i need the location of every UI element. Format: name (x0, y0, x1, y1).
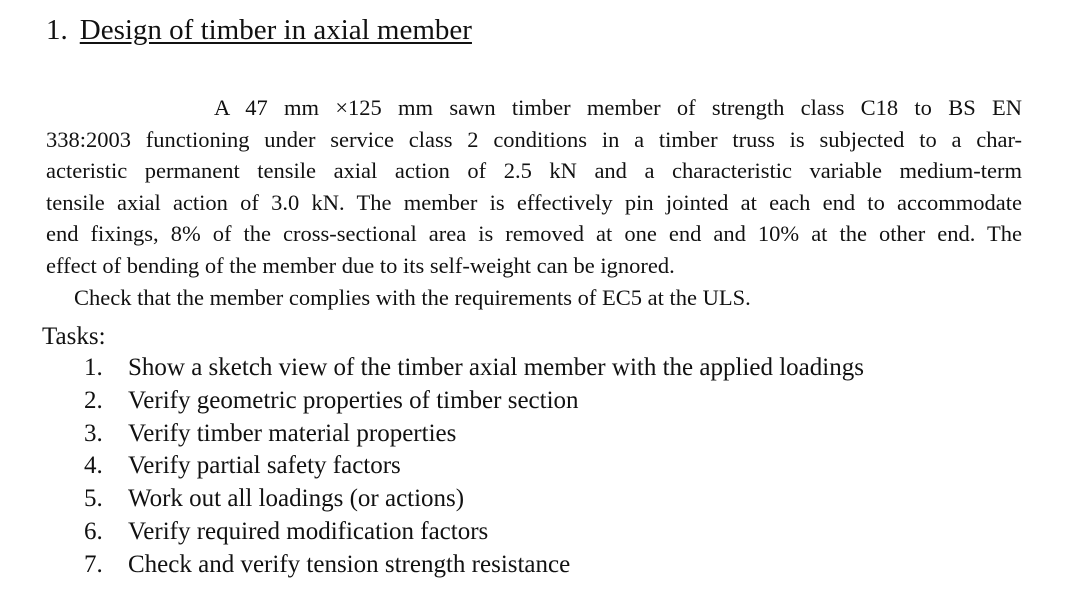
task-item (84, 483, 864, 516)
task-text: Verify required modification factors (128, 517, 489, 545)
task-item (84, 385, 864, 418)
section-heading (46, 10, 472, 50)
paragraph-line: 338:2003 functioning under service class 2 conditions in a timber truss is subjected to a char- (46, 126, 1022, 152)
task-text: Verify partial safety factors (128, 452, 401, 480)
task-item (84, 450, 864, 483)
paragraph-line: tensile axial action of 3.0 kN. The member is effectively pin jointed at each end to accommodate (46, 189, 1022, 215)
task-number: 7. (84, 550, 103, 578)
tasks-label: Tasks: (42, 323, 106, 350)
problem-paragraph (46, 92, 1022, 281)
task-list (84, 352, 864, 582)
task-text: Work out all loadings (or actions) (128, 485, 465, 513)
task-number: 4. (84, 452, 103, 480)
task-item (84, 516, 864, 549)
section-number: 1. (46, 14, 68, 46)
task-number: 3. (84, 419, 103, 447)
paragraph-line: effect of bending of the member due to its self-weight can be ignored. (46, 252, 675, 278)
task-number: 6. (84, 517, 103, 545)
task-item (84, 418, 864, 451)
section-title: Design of timber in axial member (79, 14, 472, 46)
check-statement: Check that the member complies with the requirements of EC5 at the ULS. (74, 285, 751, 310)
paragraph-line: A 47 mm ×125 mm sawn timber member of strength class C18 to BS EN (214, 95, 1022, 120)
task-number: 2. (84, 386, 103, 414)
task-text: Verify geometric properties of timber section (128, 386, 579, 414)
paragraph-line: end fixings, 8% of the cross-sectional area is removed at one end and 10% at the other end. The (46, 221, 1022, 246)
task-text: Verify timber material properties (128, 419, 457, 447)
task-text: Check and verify tension strength resistance (128, 550, 571, 578)
task-item (84, 549, 864, 582)
task-item (84, 352, 864, 385)
paragraph-line: acteristic permanent tensile axial action of 2.5 kN and a characteristic variable medium-term (46, 158, 1022, 183)
task-text: Show a sketch view of the timber axial member with the applied loadings (128, 354, 864, 381)
task-number: 1. (84, 354, 103, 381)
task-number: 5. (84, 485, 103, 513)
